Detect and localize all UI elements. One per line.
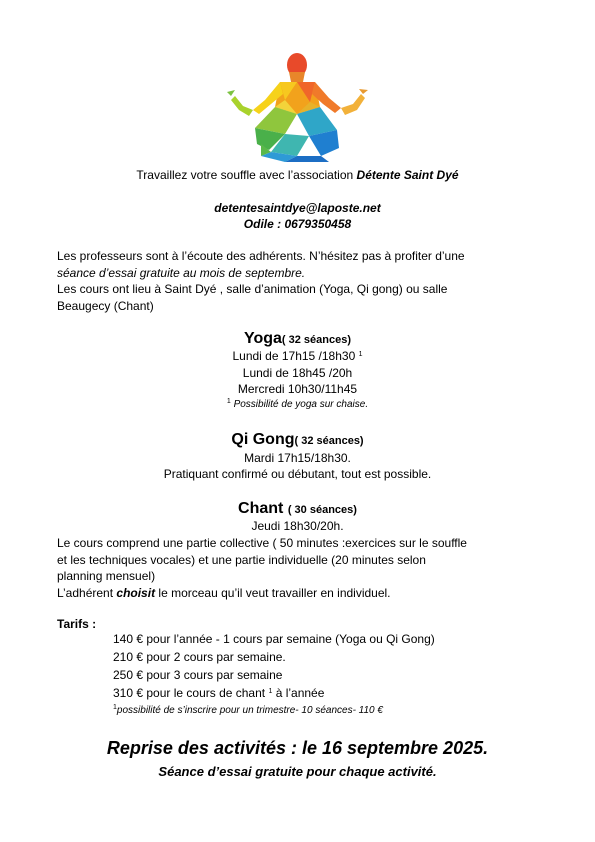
yoga-slot-1-text: Lundi de 17h15 /18h30 [232,349,356,363]
yoga-note-text: Possibilité de yoga sur chaise. [233,399,369,410]
yoga-slot-3: Mercredi 10h30/11h45 [237,382,358,396]
chant-desc-line-4 [57,585,547,602]
tarif-note-marker: 1 [113,704,117,711]
intro-prefix: Travaillez votre souffle avec l’association [136,168,357,182]
essai-banner: Séance d’essai gratuite pour chaque activité. [158,764,437,779]
chant-count: ( 30 séances) [287,504,357,516]
tarif-line-3: 250 € pour 3 cours par semaine [113,668,283,682]
qigong-slot-1: Mardi 17h15/18h30. [244,451,351,465]
chant-desc-line-1: Le cours comprend une partie collective ( 50 minutes :exercices sur le souffle [57,536,467,550]
yoga-note-marker: 1 [226,398,231,405]
info-line-2: séance d’essai gratuite au mois de septembre. [57,265,306,280]
chant-desc-4b: choisit [116,585,156,600]
tarif-note [113,704,383,717]
yoga-slot-1 [0,349,595,364]
contact-phone: Odile : 0679350458 [243,217,352,231]
tarifs-heading: Tarifs : [57,617,97,631]
tarif-note-text: possibilité de s’inscrire pour un trimestre- 10 séances- 110 € [116,705,383,716]
info-line-3: Les cours ont lieu à Saint Dyé , salle d’animation (Yoga, Qi gong) ou salle [57,282,448,296]
chant-title: Chant [238,500,284,517]
qigong-heading [0,430,595,451]
tarif-line-1: 140 € pour l’année - 1 cours par semaine (Yoga ou Qi Gong) [113,632,435,646]
qigong-count: ( 32 séances) [294,435,364,447]
yoga-title: Yoga [243,330,282,347]
qigong-title: Qi Gong [231,431,295,448]
meditation-figure-logo [225,52,370,164]
qigong-note: Pratiquant confirmé ou débutant, tout est possible. [163,467,432,481]
chant-desc-4a: L’adhérent [57,585,117,600]
association-name: Détente Saint Dyé [356,168,459,182]
tarif-line-4 [113,686,324,701]
tarif-4-marker: 1 [268,688,273,695]
yoga-note [0,398,595,411]
chant-description [57,535,547,601]
chant-desc-4c: le morceau qu’il veut travailler en individuel. [155,585,391,600]
chant-desc-line-2: et les techniques vocales) et une partie individuelle (20 minutes selon [57,552,426,567]
info-line-1: Les professeurs sont à l’écoute des adhérents. N’hésitez pas à profiter d’une [57,249,465,263]
info-paragraph [57,248,547,314]
yoga-footnote-marker: 1 [358,351,363,358]
yoga-count: ( 32 séances) [281,334,352,346]
contact-email[interactable]: detentesaintdye@laposte.net [214,201,381,215]
tarif-4-a: 310 € pour le cours de chant [113,686,266,700]
chant-heading [0,499,595,520]
chant-slot-1: Jeudi 18h30/20h. [251,519,344,533]
yoga-slot-2: Lundi de 18h45 /20h [242,366,353,380]
tarif-line-2: 210 € pour 2 cours par semaine. [113,650,286,664]
yoga-heading [0,329,595,350]
tarif-4-b: à l’année [272,686,325,700]
chant-desc-line-3: planning mensuel) [57,569,156,583]
info-line-4: Beaugecy (Chant) [57,298,154,313]
intro-line [0,168,595,183]
reprise-banner: Reprise des activités : le 16 septembre 2025. [106,738,489,758]
